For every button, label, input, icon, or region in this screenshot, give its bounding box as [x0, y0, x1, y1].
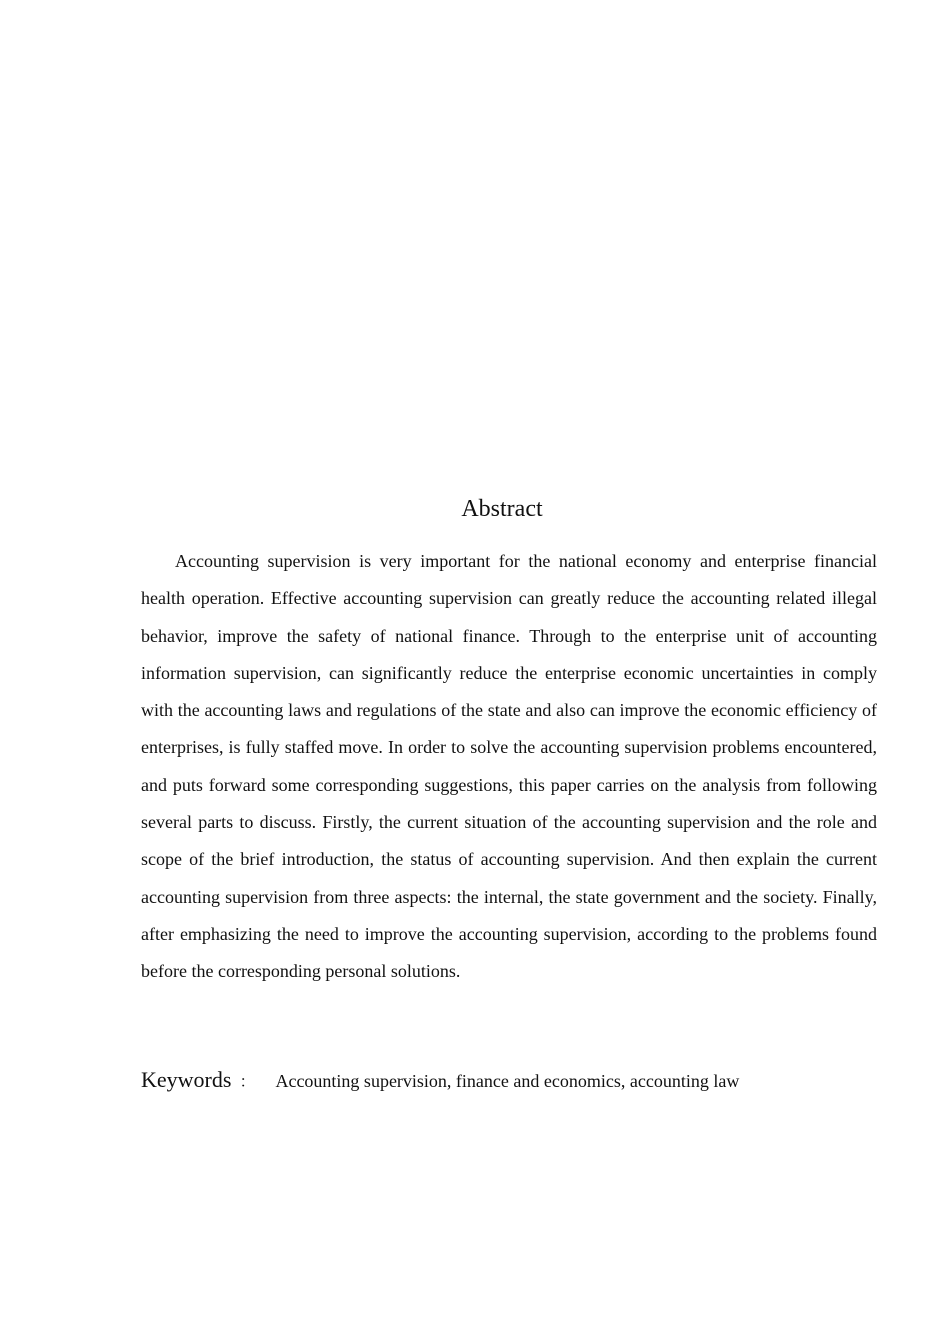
- keywords-line: [141, 1066, 877, 1095]
- keywords-text: Accounting supervision, finance and economics, accounting law: [275, 1071, 740, 1091]
- abstract-title: Abstract: [461, 496, 543, 522]
- abstract-body: Accounting supervision is very important for the national economy and enterprise financial health operation. Effective accounting supervision can greatly reduce the accounting related illegal behavior, improve the safety of national finance. Through to the enterprise unit of accounting information supervision, can significantly reduce the enterprise economic uncertainties in comply with the accounting laws and regulations of the state and also can improve the economic efficiency of enterprises, is fully staffed move. In order to solve the accounting supervision problems encountered, and puts forward some corresponding suggestions, this paper carries on the analysis from following several parts to discuss. Firstly, the current situation of the accounting supervision and the role and scope of the brief introduction, the status of accounting supervision. And then explain the current accounting supervision from three aspects: the internal, the state government and the society. Finally, after emphasizing the need to improve the accounting supervision, according to the problems found before the corresponding personal solutions.: [141, 551, 877, 982]
- keywords-label: Keywords: [141, 1067, 232, 1092]
- keywords-separator: ：: [239, 1074, 256, 1091]
